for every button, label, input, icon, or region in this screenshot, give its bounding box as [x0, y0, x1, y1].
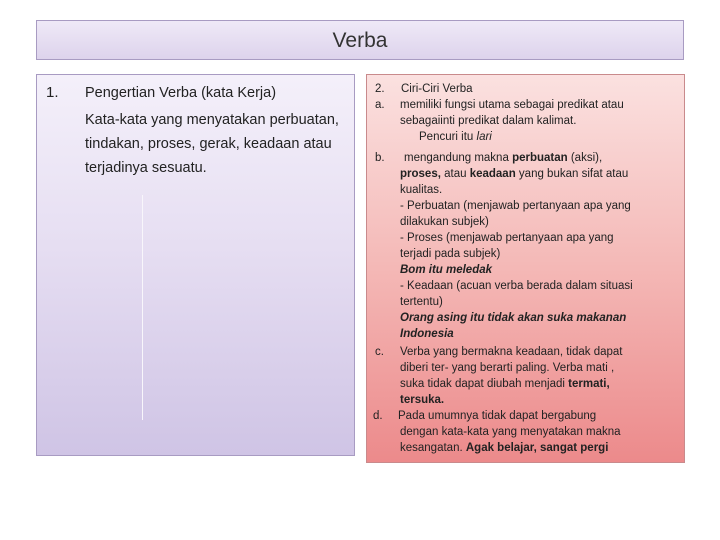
item-a-text: memiliki fungsi utama sebagai predikat atau [400, 99, 624, 111]
item-b-proses: terjadi pada subjek) [400, 248, 501, 260]
item-c-text: Verba yang bermakna keadaan, tidak dapat [400, 346, 623, 358]
item-c-text: diberi ter- yang berarti paling. Verba mati , [400, 362, 615, 374]
item-b-keadaan-example: Indonesia [400, 328, 454, 340]
item-b-text: proses, atau keadaan yang bukan sifat atau [400, 168, 629, 180]
item-label-b: b. [375, 152, 385, 164]
item-d-text: Pada umumnya tidak dapat bergabung [398, 410, 597, 422]
divider-line [142, 195, 143, 420]
item-b-proses-example: Bom itu meledak [400, 264, 493, 276]
section-heading: Pengertian Verba (kata Kerja) [85, 85, 277, 101]
definition-text: Kata-kata yang menyatakan perbuatan, tindakan, proses, gerak, keadaan atau terjadinya sesuatu. [85, 112, 339, 176]
section-number: 1. [46, 84, 59, 101]
slide-title: Verba [36, 20, 684, 60]
section-number: 2. [375, 83, 385, 95]
item-label-c: c. [375, 346, 384, 358]
item-label-a: a. [375, 99, 385, 111]
item-b-keadaan-example: Orang asing itu tidak akan suka makanan [400, 312, 627, 324]
right-content-box [366, 74, 685, 463]
item-d-text: kesangatan. Agak belajar, sangat pergi [400, 442, 609, 454]
item-c-text: tersuka. [400, 394, 445, 406]
item-b-keadaan: - Keadaan (acuan verba berada dalam situasi [400, 280, 633, 292]
item-a-example: Pencuri itu lari [419, 131, 492, 143]
left-content-box [36, 74, 355, 456]
item-b-perbuatan: dilakukan subjek) [400, 216, 489, 228]
item-b-proses: - Proses (menjawab pertanyaan apa yang [400, 232, 614, 244]
item-b-text: mengandung makna perbuatan (aksi), [404, 152, 603, 164]
item-label-d: d. [373, 410, 383, 422]
item-b-keadaan: tertentu) [400, 296, 443, 308]
item-a-text: sebagaiinti predikat dalam kalimat. [400, 115, 577, 127]
item-c-text: suka tidak dapat diubah menjadi termati, [400, 378, 610, 390]
item-d-text: dengan kata-kata yang menyatakan makna [400, 426, 621, 438]
item-b-text: kualitas. [400, 184, 443, 196]
item-b-perbuatan: - Perbuatan (menjawab pertanyaan apa yang [400, 200, 631, 212]
section-heading: Ciri-Ciri Verba [401, 83, 473, 95]
